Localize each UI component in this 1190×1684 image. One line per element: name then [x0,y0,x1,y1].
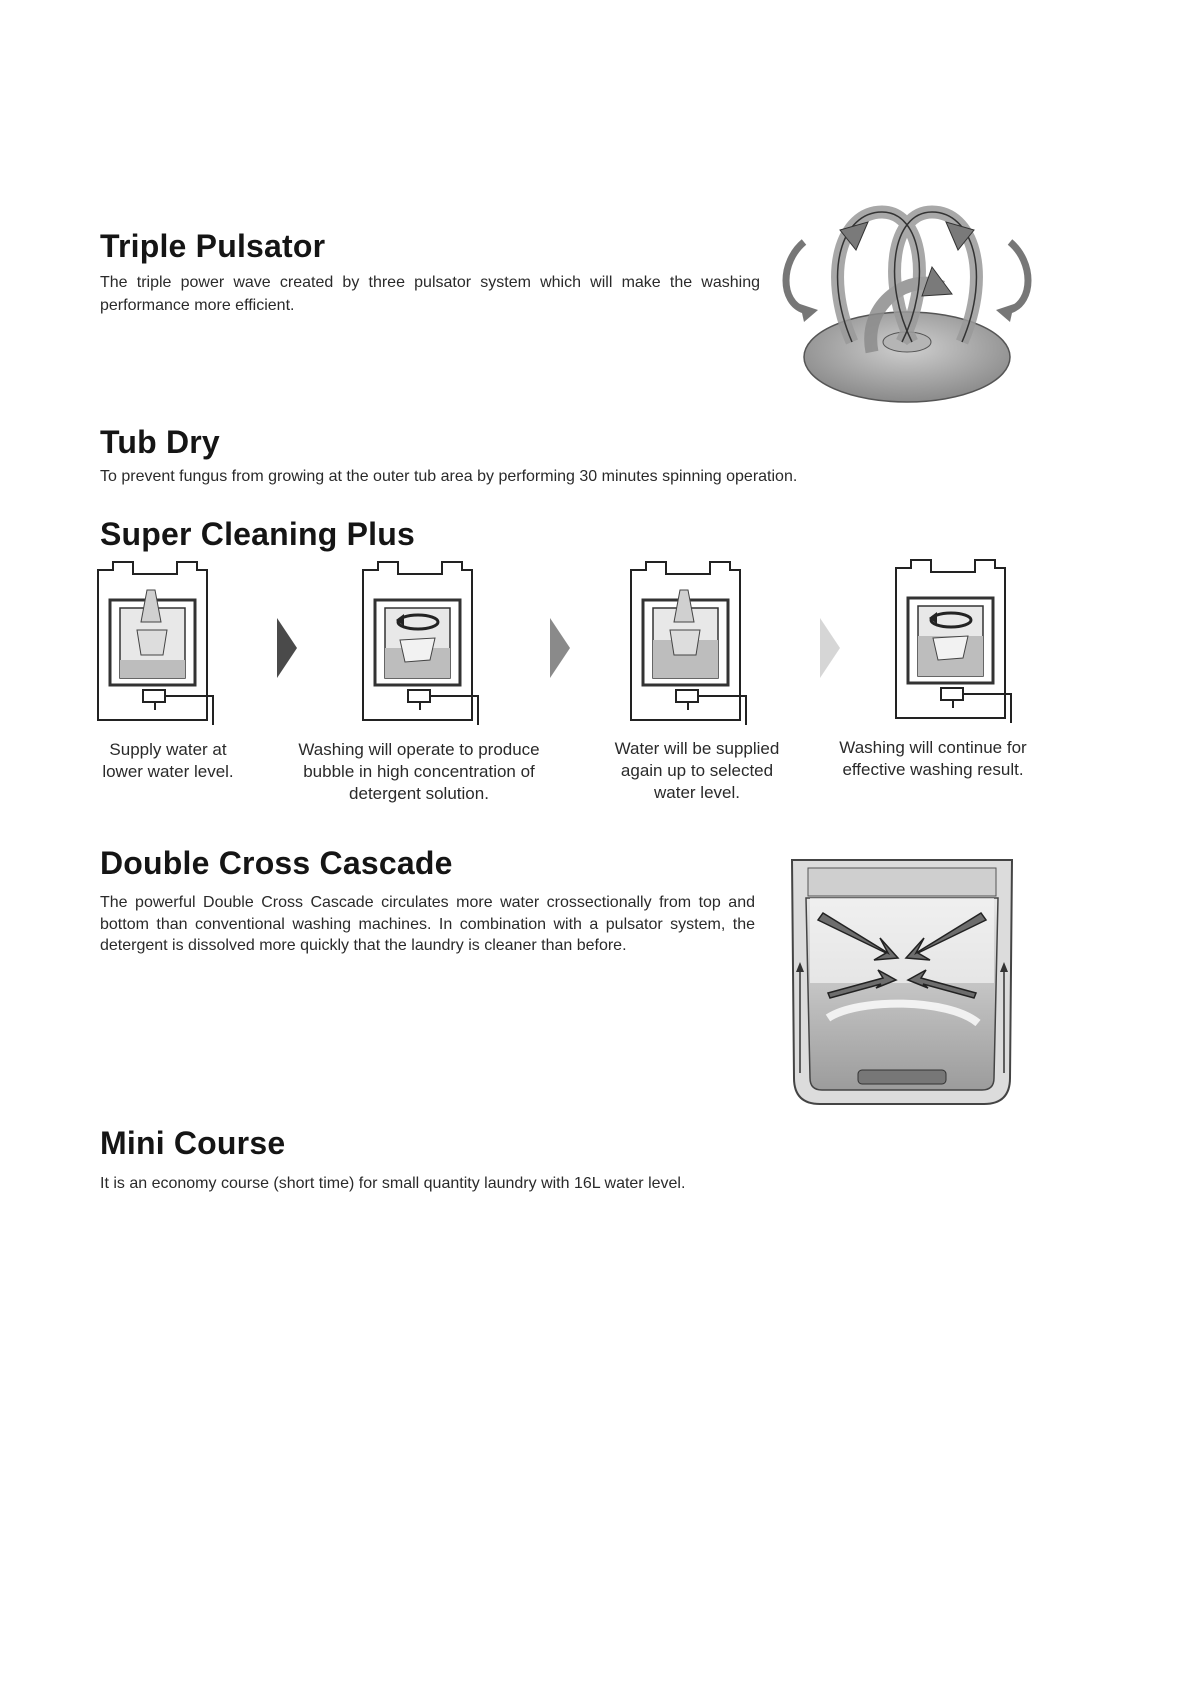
tub-dry-text: To prevent fungus from growing at the outer tub area by performing 30 minutes spinning operation. [100,468,798,485]
step-2-machine-diagram [360,560,495,725]
super-cleaning-plus-title: Super Cleaning Plus [100,516,415,552]
super-cleaning-plus-section [100,516,1060,553]
step-1-caption: Supply water at lower water level. [102,740,234,781]
triple-pulsator-illustration [782,192,1032,412]
mini-course-section [100,1125,940,1195]
double-cross-cascade-text: The powerful Double Cross Cascade circulates more water crossectionally from top and bottom than conventional washing machines. In combination with a pulsator system, the detergent is dissolved more quickly that the laundry is cleaner than before. [100,894,755,954]
step-4-machine-diagram [893,558,1028,723]
triple-pulsator-text: The triple power wave created by three pulsator system which will make the washing performance more efficient. [100,274,760,314]
step-3-machine-diagram [628,560,763,725]
step-2-caption: Washing will operate to produce bubble in high concentration of detergent solution. [298,740,540,803]
step-arrow-1 [275,618,299,678]
double-cross-cascade-illustration [788,858,1016,1108]
step-3-caption: Water will be supplied again up to selected water level. [614,739,780,802]
mini-course-title: Mini Course [100,1125,286,1161]
double-cross-cascade-title: Double Cross Cascade [100,845,453,881]
double-cross-cascade-section [100,845,755,957]
tub-dry-title: Tub Dry [100,424,220,460]
tub-dry-section [100,424,940,488]
mini-course-text: It is an economy course (short time) for small quantity laundry with 16L water level. [100,1175,686,1192]
step-arrow-3 [818,618,842,678]
step-4-caption: Washing will continue for effective washing result. [839,738,1027,779]
triple-pulsator-title: Triple Pulsator [100,228,326,264]
triple-pulsator-section [100,228,760,317]
step-1-machine-diagram [95,560,230,725]
step-arrow-2 [548,618,572,678]
